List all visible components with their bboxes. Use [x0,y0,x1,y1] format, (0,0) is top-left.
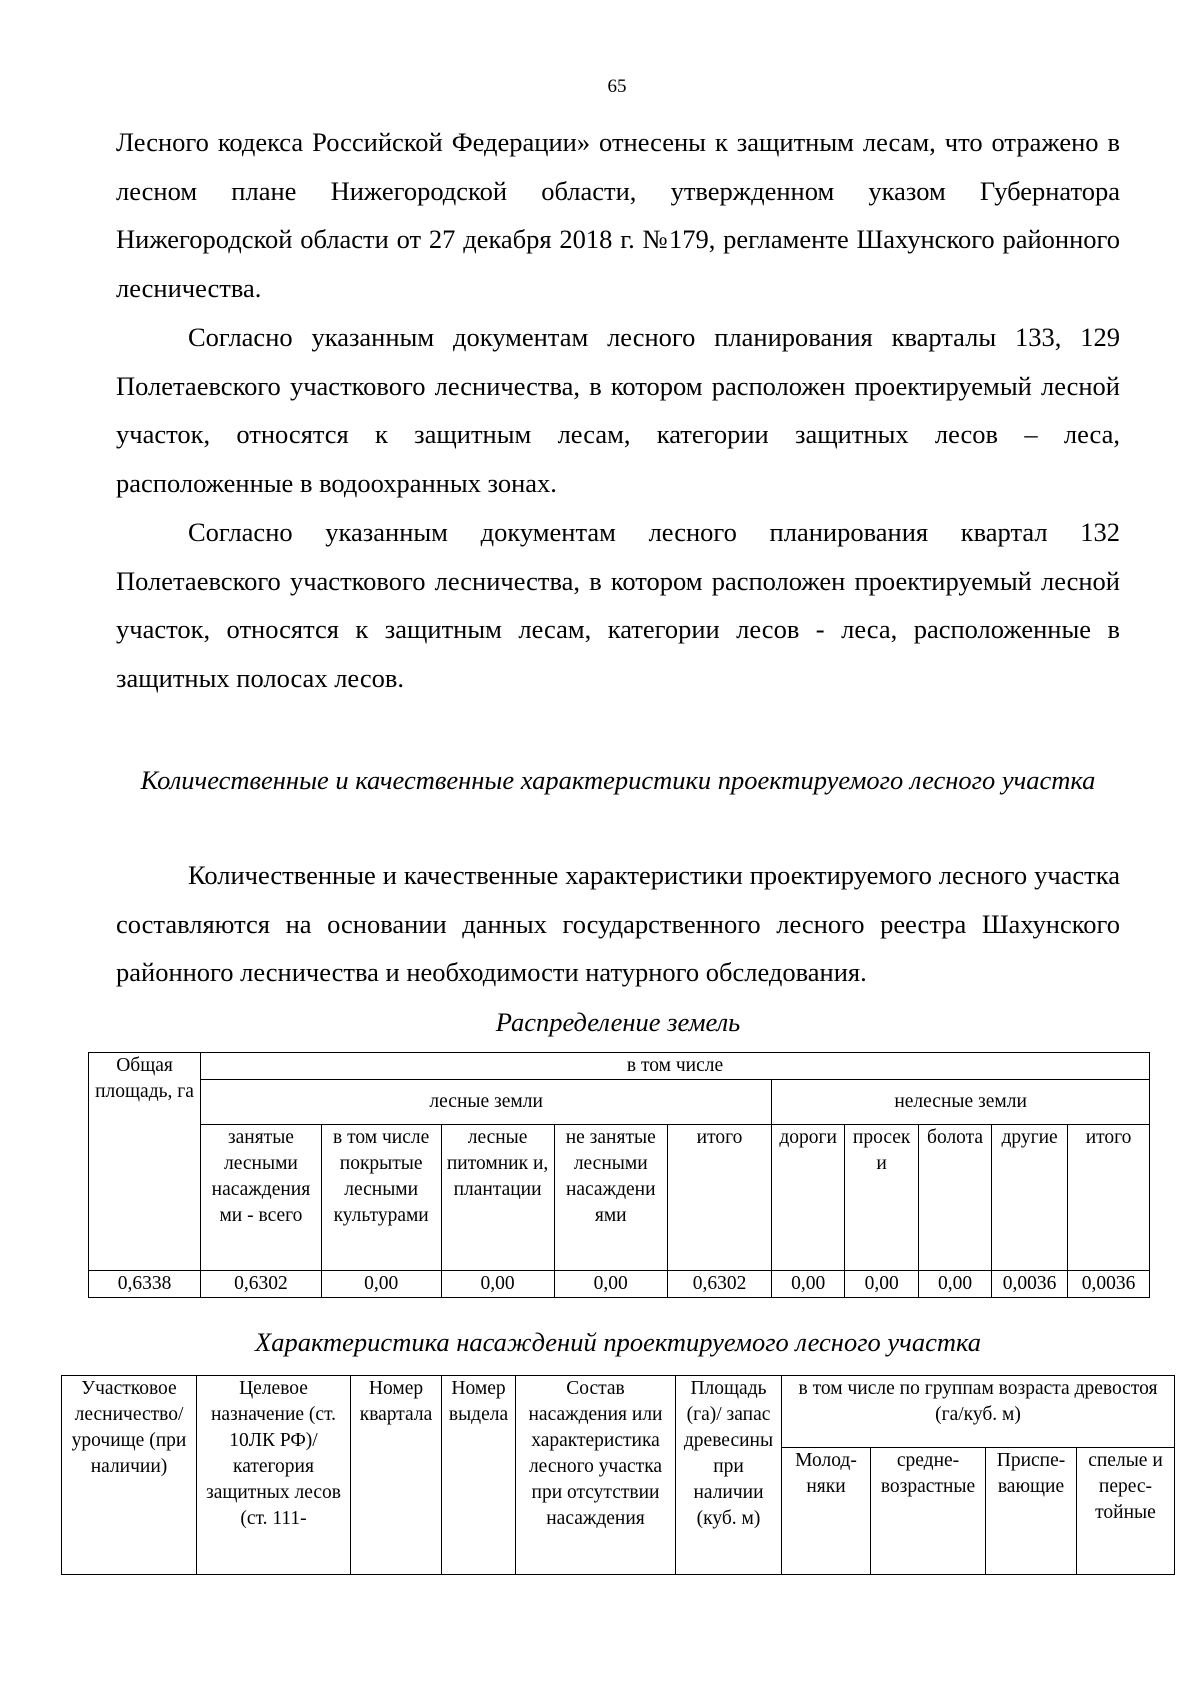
header-quarter: Номер квартала [351,1376,442,1575]
cell-roads: 0,00 [772,1271,845,1298]
section-title: Количественные и качественные характеристики проектируемого лесного участка [140,765,1096,795]
cell-occupied: 0,6302 [201,1271,322,1298]
header-not-occupied: не занятые лесными насаждени ями [554,1125,667,1271]
land-table-title: Распределение земель [495,1007,741,1037]
header-middle-aged: средне-возрастные [871,1448,986,1575]
header-premature: Приспе-вающие [986,1448,1077,1575]
header-composition: Состав насаждения или характеристика лесного участка при отсутствии насаждения [516,1376,676,1575]
header-nonforest-total: итого [1068,1125,1150,1271]
header-purpose: Целевое назначение (ст. 10ЛК РФ)/ категория защитных лесов (ст. 111- [197,1376,351,1575]
stands-table-title: Характеристика насаждений проектируемого лесного участка [255,1327,981,1357]
page-number: 65 [607,76,627,97]
land-distribution-table [88,1052,1150,1298]
header-young: Молод-няки [782,1448,871,1575]
paragraph-quarters-133-129 [116,313,1120,507]
table-row [89,1271,1150,1298]
header-plot: Номер выдела [442,1376,516,1575]
header-roads: дороги [772,1125,845,1271]
cell-total-area: 0,6338 [89,1271,201,1298]
cell-swamps: 0,00 [919,1271,992,1298]
paragraph-quarter-132 [116,508,1120,702]
stands-characteristics-table [61,1375,1175,1575]
cell-nonforest-total: 0,0036 [1068,1271,1150,1298]
paragraph-text: Лесного кодекса Российской Федерации» отнесены к защитным лесам, что отражено в лесном плане Нижегородской области, утвержденном указом Губернатора Нижегородской области от 27 декабря 2018 г. №179, регламенте Шахунского районного лесничества. [116,127,1120,303]
header-swamps: болота [919,1125,992,1271]
header-age-groups: в том числе по группам возраста древостоя (га/куб. м) [782,1376,1175,1448]
cell-forest-total: 0,6302 [667,1271,771,1298]
cell-other: 0,0036 [992,1271,1068,1298]
header-nurseries: лесные питомник и, плантации [441,1125,554,1271]
header-total-area: Общая площадь, га [89,1053,201,1271]
header-district: Участковое лесничество/ урочище (при наличии) [62,1376,197,1575]
cell-nurseries: 0,00 [441,1271,554,1298]
header-other: другие [992,1125,1068,1271]
header-mature: спелые и перес-тойные [1077,1448,1175,1575]
header-including: в том числе [201,1053,1150,1080]
header-clearings: просек и [845,1125,919,1271]
header-nonforest-lands: нелесные земли [772,1080,1150,1125]
paragraph-characteristics [116,851,1120,997]
header-forest-total: итого [667,1125,771,1271]
header-forest-lands: лесные земли [201,1080,772,1125]
paragraph-text: Количественные и качественные характеристики проектируемого лесного участка составляются на основании данных государственного лесного реестра Шахунского районного лесничества и необходимости натурного обследования. [116,860,1120,988]
cell-clearings: 0,00 [845,1271,919,1298]
header-covered-by-plantations: в том числе покрытые лесными культурами [321,1125,441,1271]
cell-not-occupied: 0,00 [554,1271,667,1298]
header-occupied-by-stands: занятые лесными насаждения ми - всего [201,1125,322,1271]
paragraph-text: Согласно указанным документам лесного планирования квартал 132 Полетаевского участкового лесничества, в котором расположен проектируемый лесной участок, относятся к защитным лесам, категории лесов - леса, расположенные в защитных полосах лесов. [116,517,1120,693]
paragraph-text: Согласно указанным документам лесного планирования кварталы 133, 129 Полетаевского участкового лесничества, в котором расположен проектируемый лесной участок, относятся к защитным лесам, категории защитных лесов – леса, расположенные в водоохранных зонах. [116,322,1120,498]
paragraph-forest-code [116,118,1120,312]
cell-plantations: 0,00 [321,1271,441,1298]
header-area-stock: Площадь (га)/ запас древесины при наличии (куб. м) [676,1376,782,1575]
